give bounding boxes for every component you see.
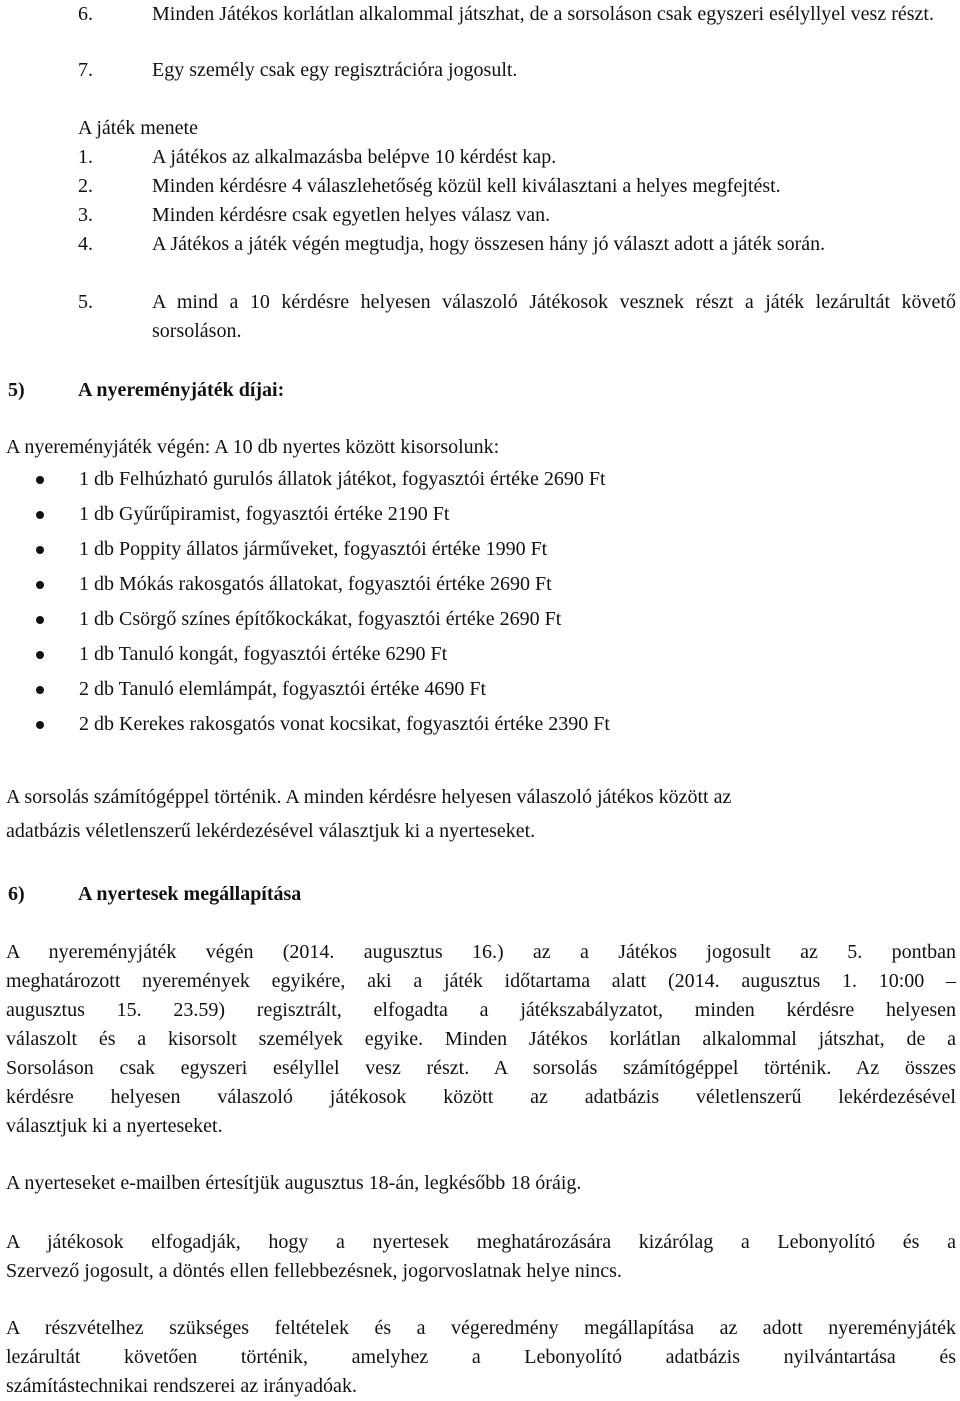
prize-text: 1 db Tanuló kongát, fogyasztói értéke 6290 Ft	[79, 643, 448, 665]
paragraph-line: A nyereményjáték végén (2014. augusztus 16.) az a Játékos jogosult az 5. pontban	[6, 941, 956, 963]
list-text: A játékos az alkalmazásba belépve 10 kérdést kap.	[152, 146, 557, 168]
notification-paragraph: A nyerteseket e-mailben értesítjük augusztus 18-án, legkésőbb 18 óráig.	[6, 1172, 582, 1194]
paragraph-line: A részvételhez szükséges feltételek és a végeredmény megállapítása az adott nyereményjáték	[6, 1317, 956, 1339]
section-title: A nyertesek megállapítása	[78, 883, 302, 905]
game-flow-heading: A játék menete	[78, 117, 198, 139]
section-number: 5)	[8, 379, 25, 401]
prize-text: 1 db Csörgő színes építőkockákat, fogyasztói értéke 2690 Ft	[79, 608, 562, 630]
prize-item	[0, 710, 960, 739]
paragraph-line: kérdésre helyesen válaszoló játékosok között az adatbázis véletlenszerű lekérdezésével	[6, 1086, 956, 1108]
paragraph-line: A játékosok elfogadják, hogy a nyertesek meghatározására kizárólag a Lebonyolító és a	[6, 1231, 956, 1253]
list-number: 2.	[78, 175, 93, 197]
paragraph-line: meghatározott nyeremények egyikére, aki a játék időtartama alatt (2014. augusztus 1. 10:00 –	[6, 970, 956, 992]
bullet-icon	[36, 546, 44, 554]
paragraph-line: számítástechnikai rendszerei az irányadóak.	[6, 1375, 357, 1397]
prizes-intro: A nyereményjáték végén: A 10 db nyertes között kisorsolunk:	[6, 436, 500, 458]
list-text: A Játékos a játék végén megtudja, hogy összesen hány jó választ adott a játék során.	[152, 233, 826, 255]
prize-item	[0, 570, 960, 599]
bullet-icon	[36, 511, 44, 519]
section-title: A nyereményjáték díjai:	[78, 379, 285, 401]
bullet-icon	[36, 581, 44, 589]
bullet-icon	[36, 721, 44, 729]
list-number: 1.	[78, 146, 93, 168]
list-number: 6.	[78, 3, 93, 25]
bullet-icon	[36, 476, 44, 484]
prize-text: 1 db Felhúzható gurulós állatok játékot, fogyasztói értéke 2690 Ft	[79, 468, 606, 490]
paragraph-line: válaszolt és a kisorsolt személyek egyike. Minden Játékos korlátlan alkalommal játszhat, de a	[6, 1028, 956, 1050]
paragraph-line: augusztus 15. 23.59) regisztrált, elfogadta a játékszabályzatot, minden kérdésre helyesen	[6, 999, 956, 1021]
prize-item	[0, 640, 960, 669]
list-text: Minden kérdésre 4 válaszlehetőség közül kell kiválasztani a helyes megfejtést.	[152, 175, 781, 197]
prize-text: 1 db Mókás rakosgatós állatokat, fogyasztói értéke 2690 Ft	[79, 573, 552, 595]
winners-paragraph	[6, 938, 956, 1141]
bullet-icon	[36, 651, 44, 659]
list-number: 4.	[78, 233, 93, 255]
paragraph-line: Szervező jogosult, a döntés ellen fellebbezésnek, jogorvoslatnak helye nincs.	[6, 1260, 622, 1282]
prize-text: 1 db Poppity állatos járműveket, fogyasztói értéke 1990 Ft	[79, 538, 548, 560]
section-number: 6)	[8, 883, 25, 905]
list-text: Egy személy csak egy regisztrációra jogosult.	[152, 59, 518, 81]
paragraph-line: választjuk ki a nyerteseket.	[6, 1115, 223, 1137]
list-number: 7.	[78, 59, 93, 81]
prize-item	[0, 500, 960, 529]
prize-item	[0, 675, 960, 704]
section-6-heading	[8, 880, 301, 909]
bullet-icon	[36, 686, 44, 694]
paragraph-line: adatbázis véletlenszerű lekérdezésével választjuk ki a nyerteseket.	[6, 820, 536, 842]
prize-text: 2 db Tanuló elemlámpát, fogyasztói értéke 4690 Ft	[79, 678, 487, 700]
paragraph-line: Sorsoláson csak egyszeri esélyllel vesz részt. A sorsolás számítógéppel történik. Az összes	[6, 1057, 956, 1079]
prize-text: 1 db Gyűrűpiramist, fogyasztói értéke 2190 Ft	[79, 503, 450, 525]
decision-paragraph	[6, 1228, 956, 1286]
list-text: A mind a 10 kérdésre helyesen válaszoló Játékosok vesznek részt a játék lezárultát követő sorsoláson.	[152, 291, 956, 342]
section-5-heading	[8, 376, 284, 405]
paragraph-line: A sorsolás számítógéppel történik. A minden kérdésre helyesen válaszoló játékos között az	[6, 786, 732, 808]
prize-item	[0, 605, 960, 634]
draw-paragraph	[6, 780, 956, 848]
paragraph-line: lezárultát követően történik, amelyhez a Lebonyolító adatbázis nyilvántartása és	[6, 1346, 956, 1368]
list-number: 5.	[78, 291, 93, 313]
prize-text: 2 db Kerekes rakosgatós vonat kocsikat, fogyasztói értéke 2390 Ft	[79, 713, 610, 735]
list-number: 3.	[78, 204, 93, 226]
list-text: Minden Játékos korlátlan alkalommal játszhat, de a sorsoláson csak egyszeri esélyllyel vesz részt.	[152, 3, 934, 25]
prize-item	[0, 465, 960, 494]
bullet-icon	[36, 616, 44, 624]
conditions-paragraph	[6, 1314, 956, 1401]
prize-item	[0, 535, 960, 564]
list-text: Minden kérdésre csak egyetlen helyes válasz van.	[152, 204, 551, 226]
